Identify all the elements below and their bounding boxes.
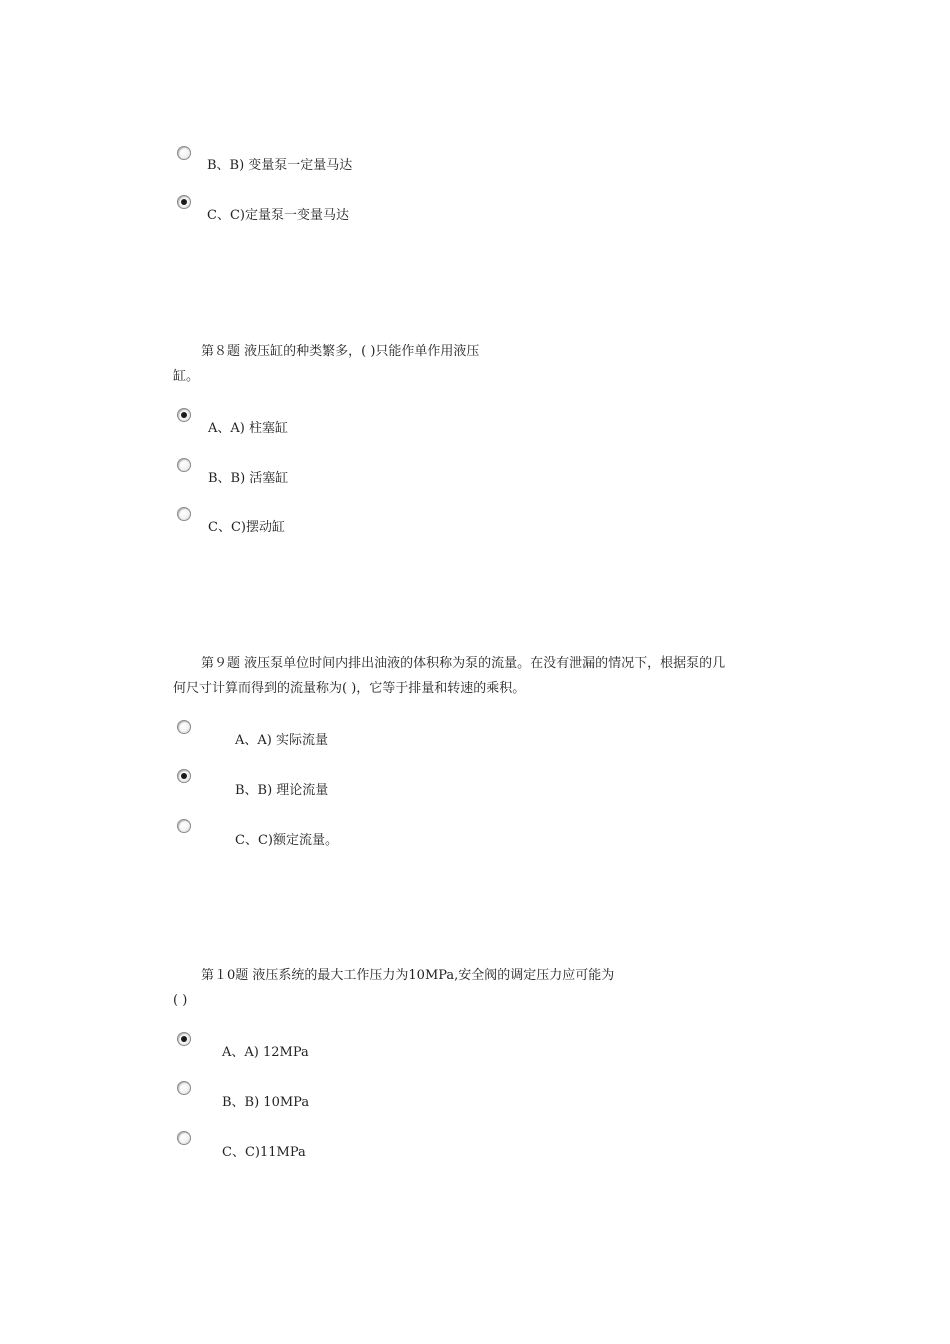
q10-option-b-radio[interactable] [177, 1081, 191, 1095]
q10-option-a-radio[interactable] [177, 1032, 191, 1046]
q7-option-c-radio[interactable] [177, 195, 191, 209]
q9-option-a-label: A、A) 实际流量 [235, 733, 328, 748]
question-8-text-line2: 缸。 [173, 369, 200, 384]
question-9-text-line2: 何尺寸计算而得到的流量称为( )，它等于排量和转速的乘积。 [173, 681, 526, 696]
q10-option-c-label: C、C)11MPa [222, 1145, 306, 1160]
q9-option-c-radio[interactable] [177, 819, 191, 833]
q10-option-b-label: B、B) 10MPa [222, 1095, 310, 1110]
q8-option-c-radio[interactable] [177, 507, 191, 521]
q9-option-b-radio[interactable] [177, 769, 191, 783]
question-8-text-line1: 第８题 液压缸的种类繁多，( )只能作单作用液压 [201, 344, 480, 359]
q9-option-a-radio[interactable] [177, 720, 191, 734]
q7-option-b-radio[interactable] [177, 146, 191, 160]
q7-option-c-label: C、C)定量泵一变量马达 [207, 208, 349, 223]
q8-option-a-radio[interactable] [177, 408, 191, 422]
q8-option-b-label: B、B) 活塞缸 [208, 471, 289, 486]
q10-option-a-label: A、A) 12MPa [222, 1045, 309, 1060]
q8-option-c-label: C、C)摆动缸 [208, 520, 285, 535]
question-10-text-line2: ( ) [173, 993, 188, 1008]
q7-option-b-label: B、B) 变量泵一定量马达 [207, 158, 353, 173]
q8-option-b-radio[interactable] [177, 458, 191, 472]
q9-option-b-label: B、B) 理论流量 [235, 783, 329, 798]
q9-option-c-label: C、C)额定流量。 [235, 833, 338, 848]
q10-option-c-radio[interactable] [177, 1131, 191, 1145]
question-9-text-line1: 第９题 液压泵单位时间内排出油液的体积称为泵的流量。在没有泄漏的情况下，根据泵的几 [201, 656, 726, 671]
q8-option-a-label: A、A) 柱塞缸 [208, 421, 288, 436]
question-10-text-line1: 第１0题 液压系统的最大工作压力为10MPa,安全阀的调定压力应可能为 [201, 968, 615, 983]
